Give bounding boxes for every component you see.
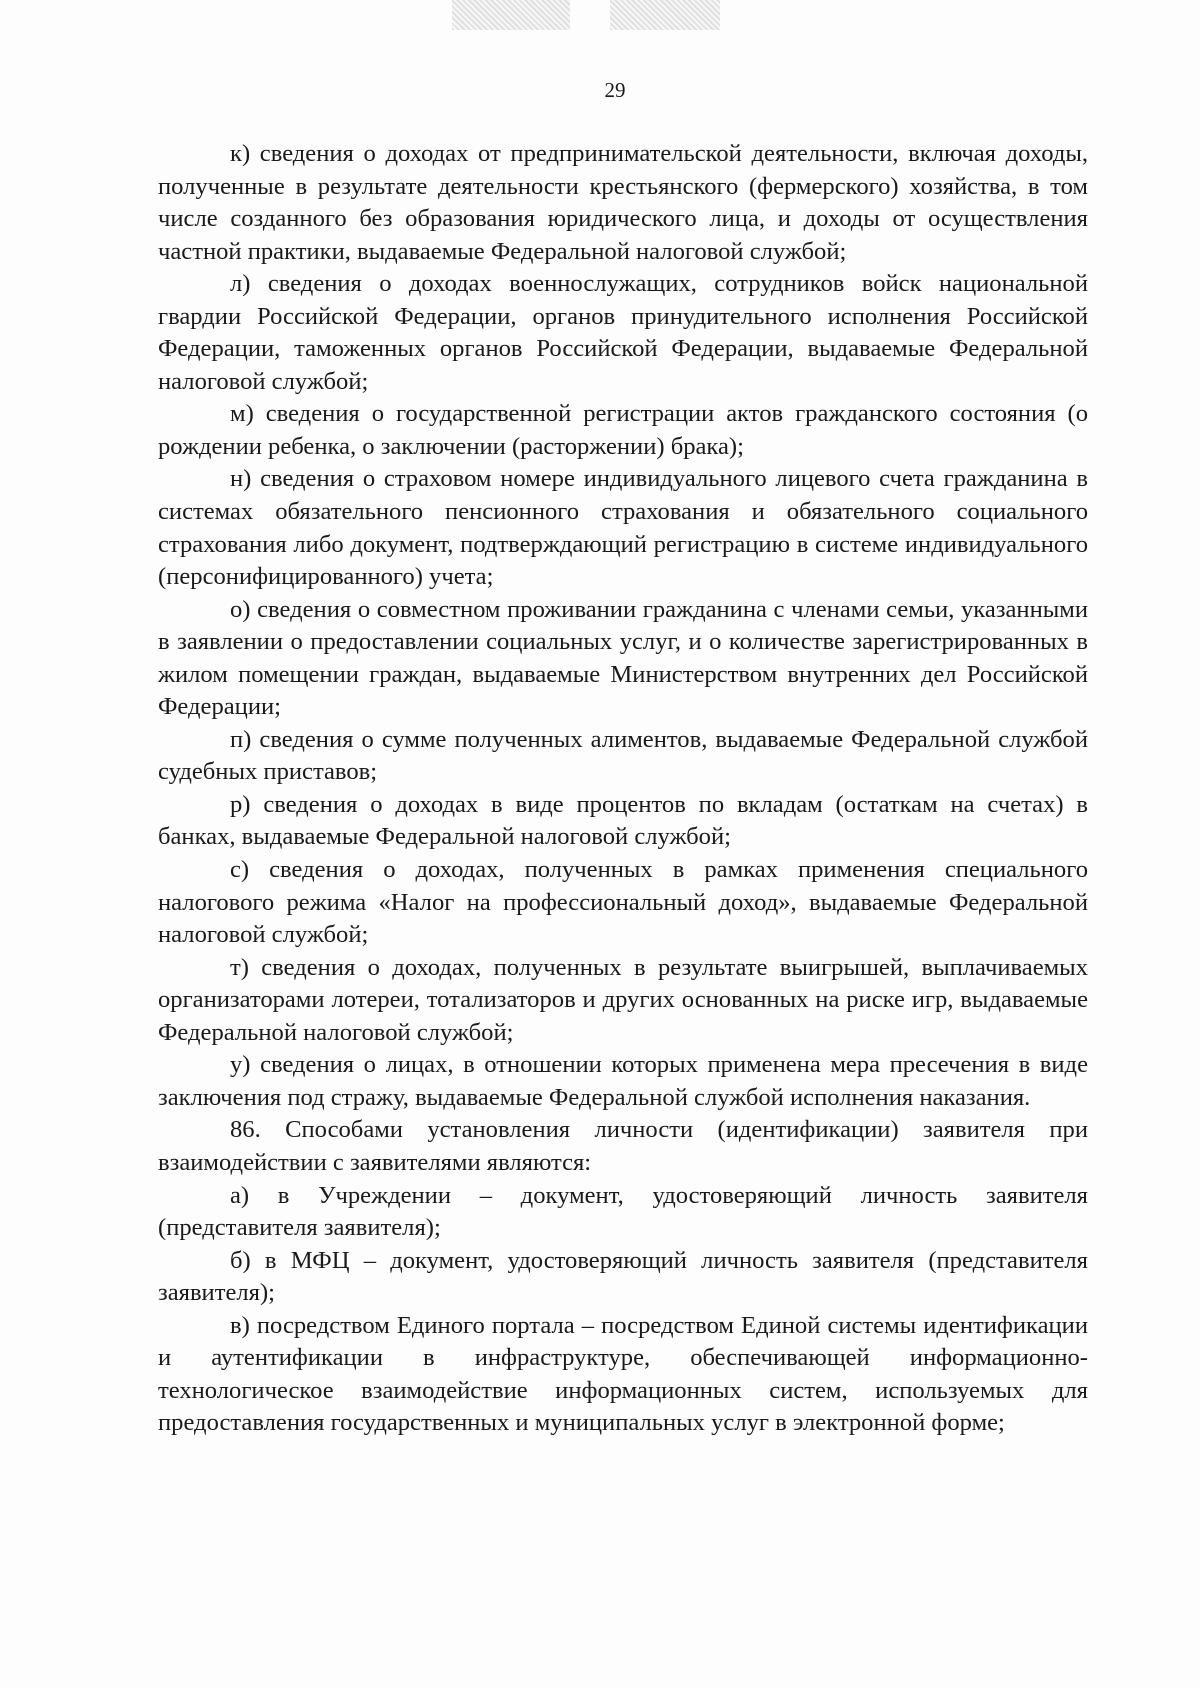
paragraph-s: с) сведения о доходах, полученных в рамках применения специального налогового режима «Налог на профессиональный доход», выдаваемые Федеральной налоговой службой; — [158, 856, 1088, 949]
scan-artifact — [610, 0, 720, 30]
paragraph-r: р) сведения о доходах в виде процентов по вкладам (остаткам на счетах) в банках, выдаваемые Федеральной налоговой службой; — [158, 790, 1088, 851]
paragraph-v: в) посредством Единого портала – посредством Единой системы идентификации и аутентификации в инфраструктуре, обеспечивающей информационно-технологическое взаимодействие информационных систем, используемых для предоставления государственных и муниципальных услуг в электронной форме; — [158, 1311, 1088, 1437]
paragraph-p: п) сведения о сумме полученных алиментов, выдаваемые Федеральной службой судебных приставов; — [158, 725, 1088, 786]
scan-artifact — [452, 0, 570, 30]
paragraph-m: м) сведения о государственной регистрации актов гражданского состояния (о рождении ребенка, о заключении (расторжении) брака); — [158, 400, 1088, 460]
paragraph-k: к) сведения о доходах от предпринимательской деятельности, включая доходы, полученные в результате деятельности крестьянского (фермерского) хозяйства, в том числе созданного без образования юридического лица, и доходы от осуществления частной практики, выдаваемые Федеральной налоговой службой; — [158, 140, 1088, 265]
document-body — [158, 138, 1088, 1440]
paragraph-b: б) в МФЦ – документ, удостоверяющий личность заявителя (представителя заявителя); — [158, 1246, 1088, 1307]
paragraph-u: у) сведения о лицах, в отношении которых применена мера пресечения в виде заключения под стражу, выдаваемые Федеральной службой исполнения наказания. — [158, 1051, 1088, 1111]
paragraph-n: н) сведения о страховом номере индивидуального лицевого счета гражданина в системах обязательного пенсионного страхования и обязательного социального страхования либо документ, подтверждающий регистрацию в системе индивидуального (персонифицированного) учета; — [158, 465, 1088, 591]
paragraph-l: л) сведения о доходах военнослужащих, сотрудников войск национальной гвардии Российской Федерации, органов принудительного исполнения Российской Федерации, таможенных органов Российской Федерации, выдаваемые Федеральной налоговой службой; — [158, 270, 1088, 395]
paragraph-o: о) сведения о совместном проживании гражданина с членами семьи, указанными в заявлении о предоставлении социальных услуг, и о количестве зарегистрированных в жилом помещении граждан, выдаваемые Министерством внутренних дел Российской Федерации; — [158, 595, 1088, 721]
paragraph-a: а) в Учреждении – документ, удостоверяющий личность заявителя (представителя заявителя); — [158, 1181, 1088, 1242]
paragraph-t: т) сведения о доходах, полученных в результате выигрышей, выплачиваемых организаторами лотереи, тотализаторов и других основанных на риске игр, выдаваемые Федеральной налоговой службой; — [158, 953, 1088, 1046]
page-number: 29 — [604, 78, 626, 102]
paragraph-86: 86. Способами установления личности (идентификации) заявителя при взаимодействии с заявителями являются: — [158, 1116, 1088, 1176]
